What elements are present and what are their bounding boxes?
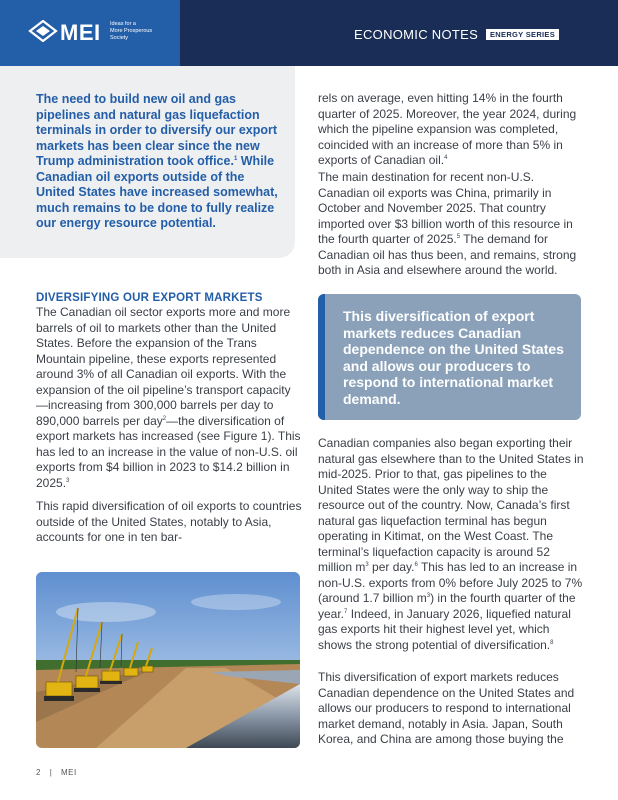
pull-quote-accent-bar [318,294,325,420]
logo-wordmark: MEI [60,20,101,45]
body-paragraph: The Canadian oil sector exports more and more barrels of oil to markets other than the United States. Before the expansion of the Trans Mountain pipeline, these exports represented around 3% of all Canadian oil exports. With the expansion of the oil pipeline’s transport capacity—increasing from 300,000 barrels per day to 890,000 barrels per day$^2$—the diversification of export markets has increased (see Figure 1). This has led to an increase in the value of non-U.S. oil exports from $4 billion in 2023 to $14.2 billion in 2025.$^3$ [36,305,301,490]
logo-block [0,0,180,66]
footer-org: MEI [61,768,77,777]
body-paragraph: The main destination for recent non-U.S. Canadian oil exports was China, primarily in October and November 2025. That country imported over $3 billion worth of this resource in the fourth quarter of 2025.$^5$ The demand for Canadian oil has thus been, and remains, strong both in Asia and elsewhere around the world. [318,170,577,277]
page-number: 2 [36,768,41,777]
pull-quote-text: This diversification of export markets reduces Canadian dependence on the United States and allows our producers to respond to international market demand. [343,308,564,407]
page-footer [36,768,77,777]
body-paragraph: rels on average, even hitting 14% in the fourth quarter of 2025. Moreover, the year 2024, during which the pipeline expansion was completed, coincided with an increase of more than 5% in exports of Canadian oil.$^4$ [318,91,577,167]
publication-title: ECONOMIC NOTES [354,27,479,42]
pipeline-construction-photo [36,572,300,748]
body-paragraph: Canadian companies also began exporting their natural gas elsewhere than to the United States in mid-2025. Prior to that, gas pipelines to the United States were the only way to ship the resource out of the country. Now, Canada’s first natural gas liquefaction terminal has begun operating in Kitimat, on the West Coast. The terminal’s liquefaction capacity is around 52 million $m^3$ per day.$^6$ This has led to an increase in non-U.S. exports from 0% before July 2025 to 7% (around 1.7 billion $m^3$) in the fourth quarter of the year.$^7$ Indeed, in January 2026, liquefied natural gas exports hit their highest level yet, which shows the strong potential of diversification.$^8$ [318,436,584,652]
footer-separator: | [49,768,53,777]
body-paragraph: This rapid diversification of oil exports to countries outside of the United States, notably to Asia, accounts for one in ten bar- [36,499,302,544]
mei-logo-icon [28,20,58,42]
body-paragraph: This diversification of export markets reduces Canadian dependence on the United States and allows our producers to respond to international market demand, notably in Asia. Japan, South Korea, and China are among those buying the [318,670,575,746]
intro-text: The need to build new oil and gas pipelines and natural gas liquefaction terminals in order to diversify our export markets has been clear since the new Trump administration took office.$^1$ While Canadian oil exports outside of the United States have increased somewhat, much remains to be done to fully realize our energy resource potential. [36,92,278,230]
series-badge: ENERGY SERIES [486,29,559,40]
logo-tagline: Ideas for a More Prosperous Society [110,21,153,41]
section-heading: DIVERSIFYING OUR EXPORT MARKETS [36,292,263,304]
pull-quote [318,294,581,420]
